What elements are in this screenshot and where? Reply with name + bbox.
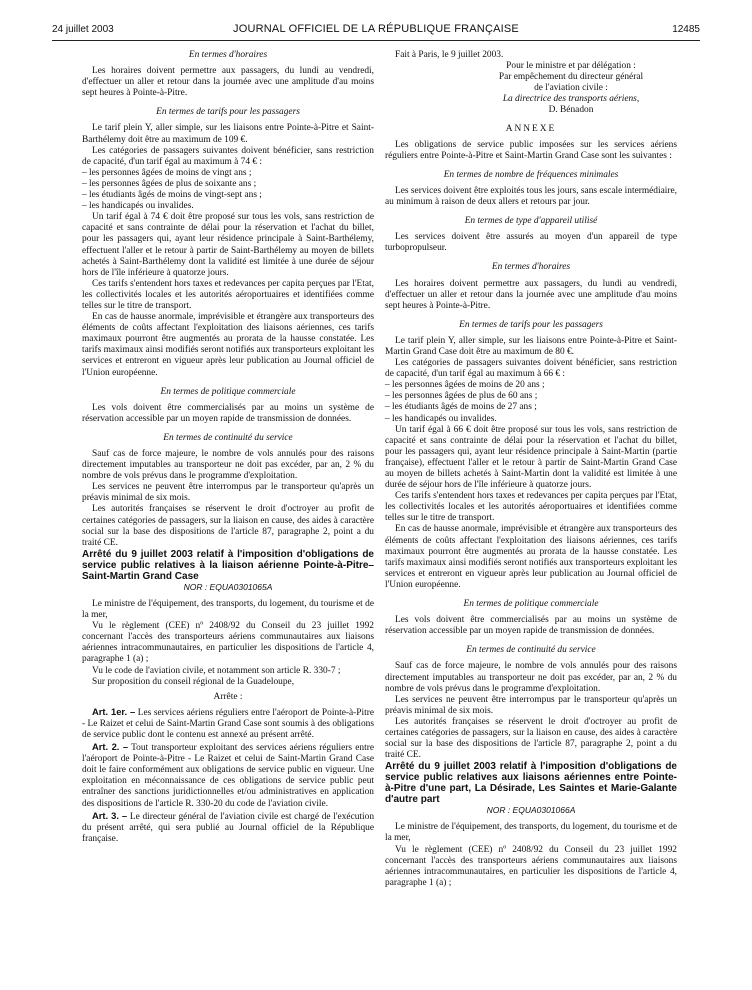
article-text: Les services aériens réguliers entre l'aéroport de Pointe-à-Pitre - Le Raizet et celui de Saint-Martin Grand Case sont soumis à des obligations de service public dont le contenu est annexé au présent arrêté. [82, 707, 375, 740]
paragraph: Sauf cas de force majeure, le nombre de vols annulés pour des raisons directement imputables au transporteur ne doit pas excéder, par an, 2 % du nombre de vols prévus dans le programme d'exploitation. [82, 449, 374, 482]
header-date: 24 juillet 2003 [52, 24, 114, 35]
paragraph: Ces tarifs s'entendent hors taxes et redevances per capita perçues par l'Etat, les collectivités locales et les autorités aéroportuaires et identifiées comme telles sur le titre de transport. [385, 491, 677, 524]
list-item: – les personnes âgées de moins de vingt ans ; [82, 167, 252, 178]
section-heading: En termes d'horaires [188, 50, 268, 60]
paragraph: Les catégories de passagers suivantes doivent bénéficier, sans restriction de capacité, d'un tarif égal au maximum à 66 € : [385, 358, 677, 380]
paragraph: Les horaires doivent permettre aux passagers, du lundi au vendredi, d'effectuer un aller et retour dans la journée avec une amplitude d'au moins sept heures à Pointe-à-Pitre. [385, 278, 677, 311]
article-text: Le directeur général de l'aviation civile est chargé de l'exécution du présent arrêté, qui sera publié au Journal officiel de la République française. [82, 811, 375, 844]
paragraph: Les horaires doivent permettre aux passagers, du lundi au vendredi, d'effectuer un aller et retour dans la journée avec une amplitude d'au moins sept heures à Pointe-à-Pitre. [82, 66, 374, 99]
section-heading: En termes de type d'appareil utilisé [464, 216, 598, 227]
paragraph: Les autorités françaises se réservent le droit d'octroyer au profit de certaines catégories de passagers, sur la liaison en cause, des aides à caractère social sur la base des dispositions de l'article 87, paragraphe 2, point a du traité CE. [385, 716, 677, 761]
nor-reference [82, 582, 374, 593]
nor-text: NOR : EQUA0301066A [486, 805, 576, 816]
annexe-heading: ANNEXE [505, 123, 557, 134]
signature-line: Par empêchement du directeur général [498, 72, 644, 83]
list-item: – les étudiants âgés de moins de 27 ans ; [385, 402, 537, 413]
arrete-title: Arrêté du 9 juillet 2003 relatif à l'imposition d'obligations de service public relatives à la liaison aérienne Pointe-à-Pitre–Saint-Martin Grand Case [82, 548, 374, 582]
paragraph: Les services ne peuvent être interrompus par le transporteur qu'après un préavis minimal de six mois. [82, 482, 374, 504]
page-header [52, 22, 700, 41]
paragraph: En cas de hausse anormale, imprévisible et étrangère aux transporteurs des éléments de coûts affectant l'exploitation des liaisons aériennes, ces tarifs maximaux pourront être augmentés au prorata de la hausse constatée. Les tarifs maximaux ainsi modifiés seront notifiés aux transporteurs exploitant les services et entreront en vigueur après leur publication au Journal officiel de l'Union européenne. [385, 524, 677, 590]
paragraph: Les catégories de passagers suivantes doivent bénéficier, sans restriction de capacité, d'un tarif égal au maximum à 74 € : [82, 145, 374, 167]
list-item: – les personnes âgées de plus de soixante ans ; [82, 178, 257, 189]
paragraph: Le ministre de l'équipement, des transports, du logement, du tourisme et de la mer, [385, 822, 677, 844]
arrete-title: Arrêté du 9 juillet 2003 relatif à l'imposition d'obligations de service public relatives aux liaisons aériennes entre Pointe-à-Pitre d'une part, La Désirade, Les Saintes et Marie-Galante d'autre part [385, 761, 677, 806]
arrete-heading: Arrête : [213, 691, 243, 702]
paragraph: Les services doivent être exploités tous les jours, sans escale intermédiaire, au minimum à raison de deux allers et retours par jour. [385, 185, 677, 208]
paragraph: Sauf cas de force majeure, le nombre de vols annulés pour des raisons directement imputables au transporteur ne doit pas excéder, par an, 2 % du nombre de vols prévus dans le programme d'exploitation. [385, 661, 677, 694]
article-3 [82, 810, 374, 845]
signature-line: La directrice des transports aériens, [502, 94, 640, 105]
article-label: Art. 2. – [92, 741, 129, 753]
article-label: Art. 1er. – [92, 705, 136, 717]
paragraph: Les obligations de service public imposées sur les services aériens réguliers entre Pointe-à-Pitre et Saint-Martin Grand Case sont les suivantes : [385, 139, 677, 161]
paragraph: Les autorités françaises se réservent le droit d'octroyer au profit de certaines catégories de passagers, sur la liaison en cause, des aides à caractère social sur la base des dispositions de l'article 87, paragraphe 2, point a du traité CE. [82, 504, 374, 548]
paragraph: Les services ne peuvent être interrompus par le transporteur qu'après un préavis minimal de six mois. [385, 694, 677, 716]
paragraph: Vu le règlement (CEE) nº 2408/92 du Conseil du 23 juillet 1992 concernant l'accès des transporteurs aériens communautaires aux liaisons aériennes intracommunautaires, en particulier les dispositions de l'article 4, paragraphe 1 (a) ; [82, 621, 374, 665]
list-item: – les handicapés ou invalides. [385, 413, 497, 424]
signature-line: de l'aviation civile : [534, 83, 608, 94]
paragraph: Les services doivent être assurés au moyen d'un appareil de type turbopropulseur. [385, 232, 677, 254]
paragraph: Le tarif plein Y, aller simple, sur les liaisons entre Pointe-à-Pitre et Saint-Barthélemy doit être au maximum de 109 €. [82, 123, 374, 145]
section-heading: En termes de tarifs pour les passagers [156, 107, 300, 118]
paragraph: Vu le code de l'aviation civile, et notamment son article R. 330-7 ; [92, 665, 341, 676]
paragraph: Un tarif égal à 74 € doit être proposé sur tous les vols, sans restriction de capacité et sans contrainte de délai pour la réservation et l'achat du billet, pour les passagers qui, ayant leur résidence principale à Saint-Barthélemy, effectuent l'aller et le retour à partir de Saint-Barthélemy au moyen de billets achetés à Saint-Barthélemy dont la validité est limitée à une durée de séjour hors de l'île inférieure à quatorze jours. [82, 212, 374, 278]
list-item: – les étudiants âgés de moins de vingt-sept ans ; [82, 190, 262, 201]
section-heading: En termes de nombre de fréquences minimales [443, 169, 619, 180]
list-item: – les personnes âgées de moins de 20 ans ; [385, 380, 545, 391]
paragraph: Sur proposition du conseil régional de la Guadeloupe, [92, 676, 295, 687]
list-item: – les personnes âgées de plus de 60 ans ; [385, 391, 538, 402]
section-heading: En termes de politique commerciale [463, 599, 599, 610]
nor-reference [385, 805, 677, 816]
paragraph: En cas de hausse anormale, imprévisible et étrangère aux transporteurs des éléments de coûts affectant l'exploitation des liaisons aériennes, ces tarifs maximaux pourront être augmentés au prorata de la hausse constatée. Les tarifs maximaux ainsi modifiés seront notifiés aux transporteurs exploitant les services et entreront en vigueur après leur publication au Journal officiel de l'Union européenne. [82, 312, 374, 378]
article-text: Tout transporteur exploitant des services aériens réguliers entre l'aéroport de Pointe-à-Pitre - Le Raizet et celui de Saint-Martin Grand Case doit le faire conformément aux obligations de service public en vigueur. Une exploitation en méconnaissance de ces obligations de service public peut entraîner des sanctions juridictionnelles et/ou administratives en application des dispositions de l'article R. 330-20 du code de l'aviation civile. [82, 743, 374, 809]
left-column [82, 50, 374, 845]
paragraph: Le tarif plein Y, aller simple, sur les liaisons entre Pointe-à-Pitre et Saint-Martin Grand Case doit être au maximum de 80 €. [385, 335, 677, 357]
nor-text: NOR : EQUA0301065A [183, 581, 273, 592]
article-2 [82, 741, 374, 810]
paragraph: Vu le règlement (CEE) nº 2408/92 du Conseil du 23 juillet 1992 concernant l'accès des transporteurs aériens communautaires aux liaisons aériennes intracommunautaires, en particulier les dispositions de l'article 4, paragraphe 1 (a) ; [385, 844, 677, 888]
section-heading: En termes d'horaires [491, 262, 571, 273]
signature-date: Fait à Paris, le 9 juillet 2003. [395, 50, 504, 60]
paragraph: Ces tarifs s'entendent hors taxes et redevances per capita perçues par l'Etat, les collectivités locales et les autorités aéroportuaires et identifiées comme telles sur le titre de transport. [82, 278, 374, 311]
signatory-name: D. Bénadon [548, 105, 594, 116]
section-heading: En termes de tarifs pour les passagers [459, 319, 603, 330]
section-heading: En termes de politique commerciale [160, 386, 296, 397]
right-column [385, 50, 677, 889]
paragraph: Le ministre de l'équipement, des transports, du logement, du tourisme et de la mer, [82, 598, 374, 621]
paragraph: Les vols doivent être commercialisés par au moins un système de réservation accessible par un moyen rapide de transmission de données. [385, 615, 677, 637]
paragraph: Les vols doivent être commercialisés par au moins un système de réservation accessible par un moyen rapide de transmission de données. [82, 402, 374, 424]
paragraph: Un tarif égal à 66 € doit être proposé sur tous les vols, sans restriction de capacité et sans contrainte de délai pour la réservation et l'achat du billet, pour les passagers qui, ayant leur résidence principale à Saint-Martin (partie française), effectuent l'aller et le retour à partir de Saint-Martin Grand Case au moyen de billets achetés à Saint-Martin dont la validité est limitée à une durée de séjour hors de l'île inférieure à quatorze jours. [385, 424, 677, 491]
journal-title: JOURNAL OFFICIEL DE LA RÉPUBLIQUE FRANÇAISE [233, 23, 519, 35]
signature-line: Pour le ministre et par délégation : [506, 61, 636, 72]
section-heading: En termes de continuité du service [466, 645, 596, 656]
section-heading: En termes de continuité du service [163, 432, 293, 443]
list-item: – les handicapés ou invalides. [82, 201, 194, 212]
article-label: Art. 3. – [92, 809, 128, 821]
article-1 [82, 706, 374, 741]
page-number: 12485 [672, 24, 700, 35]
